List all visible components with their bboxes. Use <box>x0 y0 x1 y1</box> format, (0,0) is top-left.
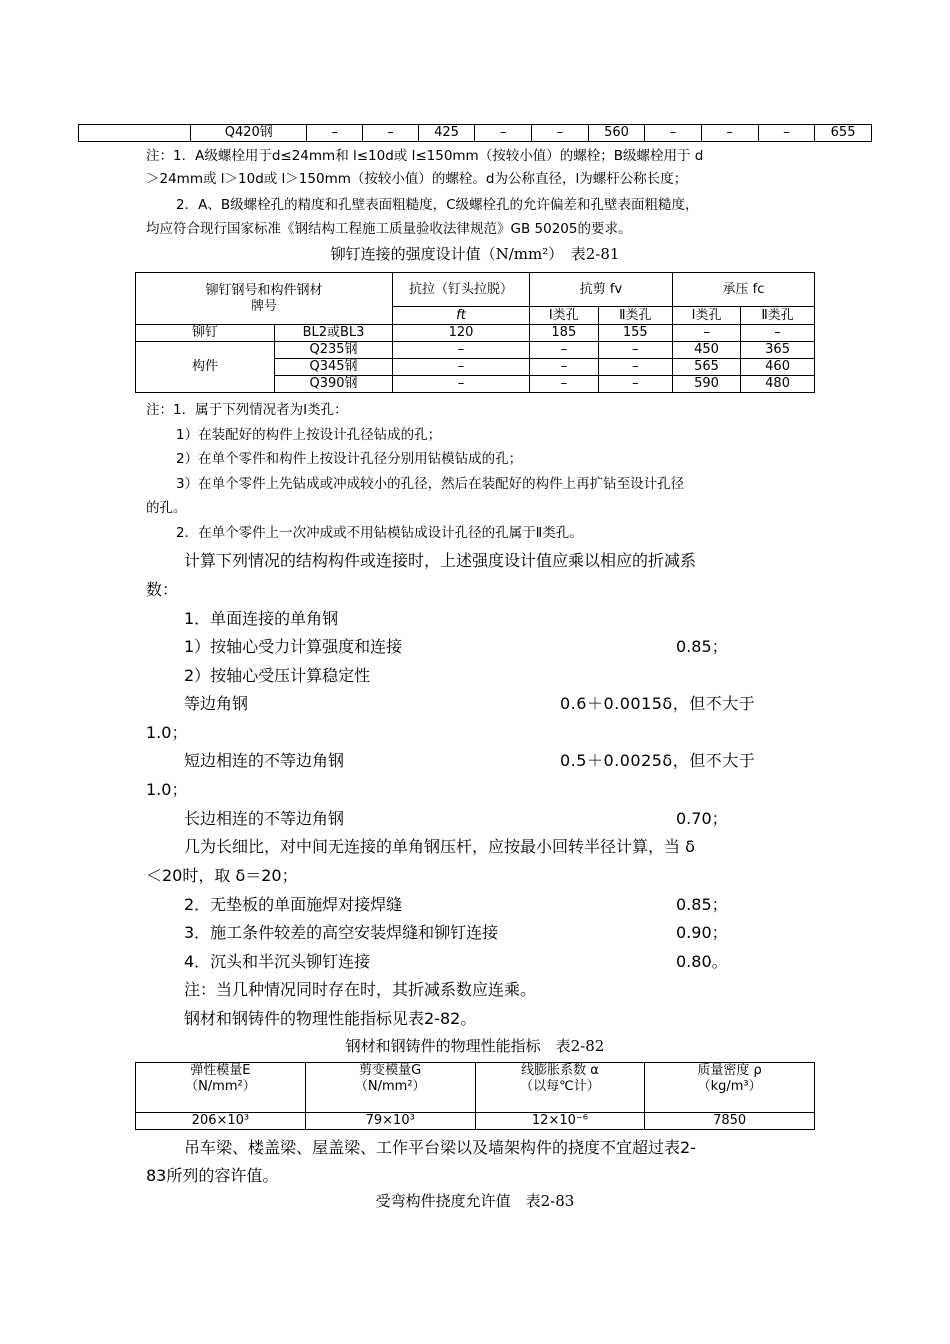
table-cell: – <box>758 125 815 142</box>
table-cell: 120 <box>393 325 530 342</box>
table-cell: – <box>598 359 672 376</box>
table-cell: Q390钢 <box>275 376 393 393</box>
table-cell: Q235钢 <box>275 342 393 359</box>
header-shear-modulus: 剪变模量G （N/mm²） <box>305 1063 475 1113</box>
note-2-line: 2．A、B级螺栓孔的精度和孔壁表面粗糙度，C级螺栓孔的允许偏差和孔壁表面粗糙度， <box>176 197 699 213</box>
table-cell <box>79 125 191 142</box>
list-item: 2）按轴心受压计算稳定性 <box>184 666 371 685</box>
table-cell: 185 <box>530 325 599 342</box>
note-line: 3）在单个零件上先钻成或冲成较小的孔径，然后在装配好的构件上再扩钻至设计孔径 <box>176 476 685 492</box>
list-item: 长边相连的不等边角钢 <box>184 809 345 828</box>
table-row <box>79 125 872 142</box>
table-82-caption: 钢材和钢铸件的物理性能指标 表2-82 <box>345 1037 605 1055</box>
list-item: 3．施工条件较差的高空安装焊缝和铆钉连接 <box>184 923 499 942</box>
table-cell: – <box>307 125 363 142</box>
factor-value: 0.70； <box>676 809 728 828</box>
header-class-1: Ⅰ类孔 <box>530 307 599 325</box>
table-cell: – <box>363 125 419 142</box>
header-tension: 抗拉（钉头拉脱） <box>393 273 530 307</box>
member-label: 构件 <box>136 342 275 393</box>
paragraph: 钢材和钢铸件的物理性能指标见表2-82。 <box>184 1009 477 1028</box>
note-line: 2．在单个零件上一次冲成或不用钻模钻成设计孔径的孔属于Ⅱ类孔。 <box>176 525 583 541</box>
factor-value: 0.85； <box>676 637 728 656</box>
table-cell: Q345钢 <box>275 359 393 376</box>
paragraph: 计算下列情况的结构构件或连接时，上述强度设计值应乘以相应的折减系 <box>184 551 697 570</box>
table-cell: 655 <box>815 125 872 142</box>
note-line: 2）在单个零件和构件上按设计孔径分别用钻模钻成的孔； <box>176 451 523 467</box>
table-cell: 590 <box>672 376 740 393</box>
table-row <box>136 273 815 307</box>
table-cell: – <box>532 125 589 142</box>
rivet-label: 铆钉 <box>136 325 275 342</box>
list-item: 等边角钢 <box>184 694 249 713</box>
list-item: 1）按轴心受力计算强度和连接 <box>184 637 403 656</box>
table-cell: – <box>393 342 530 359</box>
table-row <box>136 1063 815 1113</box>
table-cell: – <box>701 125 758 142</box>
table-cell: 450 <box>672 342 740 359</box>
note-1-line <box>146 144 703 164</box>
table-cell: 365 <box>741 342 815 359</box>
note-line: 注：1．属于下列情况者为Ⅰ类孔： <box>146 402 348 418</box>
list-item: 4．沉头和半沉头铆钉连接 <box>184 952 371 971</box>
table-cell: Q420钢 <box>191 125 307 142</box>
note-1-line-2: ＞24mm或 l＞10d或 l＞150mm（按较小值）的螺栓。d为公称直径，l为螺杆公称长度； <box>146 171 688 187</box>
header-class-1: Ⅰ类孔 <box>672 307 740 325</box>
factor-value: 0.80。 <box>676 952 728 971</box>
table-row <box>136 342 815 359</box>
table-cell: 7850 <box>645 1113 815 1130</box>
list-item: 2．无垫板的单面施焊对接焊缝 <box>184 895 403 914</box>
factor-value-cont: 1.0； <box>146 723 188 742</box>
note-2-line-2: 均应符合现行国家标准《钢结构工程施工质量验收法律规范》GB 50205的要求。 <box>146 221 632 237</box>
header-bearing: 承压 fc <box>672 273 814 307</box>
table-cell: 155 <box>598 325 672 342</box>
table-cell: – <box>530 342 599 359</box>
table-cell: 480 <box>741 376 815 393</box>
header-expansion: 线膨胀系数 α （以每℃计） <box>475 1063 645 1113</box>
header-elastic: 弹性模量E （N/mm²） <box>136 1063 306 1113</box>
header-density: 质量密度 ρ （kg/m³） <box>645 1063 815 1113</box>
table-cell: – <box>741 325 815 342</box>
paragraph: 83所列的容许值。 <box>146 1166 279 1185</box>
factor-value: 0.6＋0.0015δ，但不大于 <box>560 694 756 713</box>
table-cell: 565 <box>672 359 740 376</box>
table-row <box>136 325 815 342</box>
table-cell: – <box>598 376 672 393</box>
table-83-caption: 受弯构件挠度允许值 表2-83 <box>375 1192 575 1210</box>
header-grade: 铆钉钢号和构件钢材牌号 <box>136 273 393 325</box>
table-cell: – <box>530 376 599 393</box>
table-cell: 79×10³ <box>305 1113 475 1130</box>
table-cell: – <box>475 125 532 142</box>
table-cell: 560 <box>588 125 645 142</box>
table-cell: – <box>598 342 672 359</box>
factor-value: 0.90； <box>676 923 728 942</box>
factor-value: 0.5＋0.0025δ，但不大于 <box>560 751 756 770</box>
note-line: 的孔。 <box>146 500 187 516</box>
note-line: 1）在装配好的构件上按设计孔径钻成的孔； <box>176 427 442 443</box>
table-cell: – <box>672 325 740 342</box>
header-shear: 抗剪 fv <box>530 273 673 307</box>
header-class-2: Ⅱ类孔 <box>598 307 672 325</box>
paragraph: 数： <box>146 580 179 599</box>
note-text: d≤24mm和 l≤10d或 l≤150mm（按较小值）的螺栓；B级螺栓用于 d <box>271 148 704 164</box>
paragraph: 吊车梁、楼盖梁、屋盖梁、工作平台梁以及墙架构件的挠度不宜超过表2- <box>184 1138 696 1157</box>
top-table <box>78 124 872 142</box>
table-81 <box>135 272 815 393</box>
table-81-caption: 铆钉连接的强度设计值（N/mm²） 表2-81 <box>330 245 620 263</box>
header-tension-symbol: ft <box>393 307 530 325</box>
list-item: 1．单面连接的单角钢 <box>184 609 339 628</box>
factor-value: 0.85； <box>676 895 728 914</box>
table-row <box>136 1113 815 1130</box>
table-cell: – <box>645 125 702 142</box>
table-cell: – <box>530 359 599 376</box>
note-text: 注：1．A级螺栓用于 <box>146 148 272 164</box>
table-cell: – <box>393 359 530 376</box>
paragraph: 注：当几种情况同时存在时，其折减系数应连乘。 <box>184 980 537 999</box>
rivet-grade: BL2或BL3 <box>275 325 393 342</box>
table-cell: 460 <box>741 359 815 376</box>
factor-value-cont: 1.0； <box>146 780 188 799</box>
header-class-2: Ⅱ类孔 <box>741 307 815 325</box>
table-82 <box>135 1062 815 1130</box>
paragraph: ＜20时，取 δ＝20； <box>146 866 298 885</box>
list-item: 短边相连的不等边角钢 <box>184 751 345 770</box>
paragraph: 几为长细比，对中间无连接的单角钢压杆，应按最小回转半径计算，当 δ <box>184 837 695 856</box>
table-cell: 425 <box>418 125 475 142</box>
table-cell: – <box>393 376 530 393</box>
table-cell: 12×10⁻⁶ <box>475 1113 645 1130</box>
table-cell: 206×10³ <box>136 1113 306 1130</box>
